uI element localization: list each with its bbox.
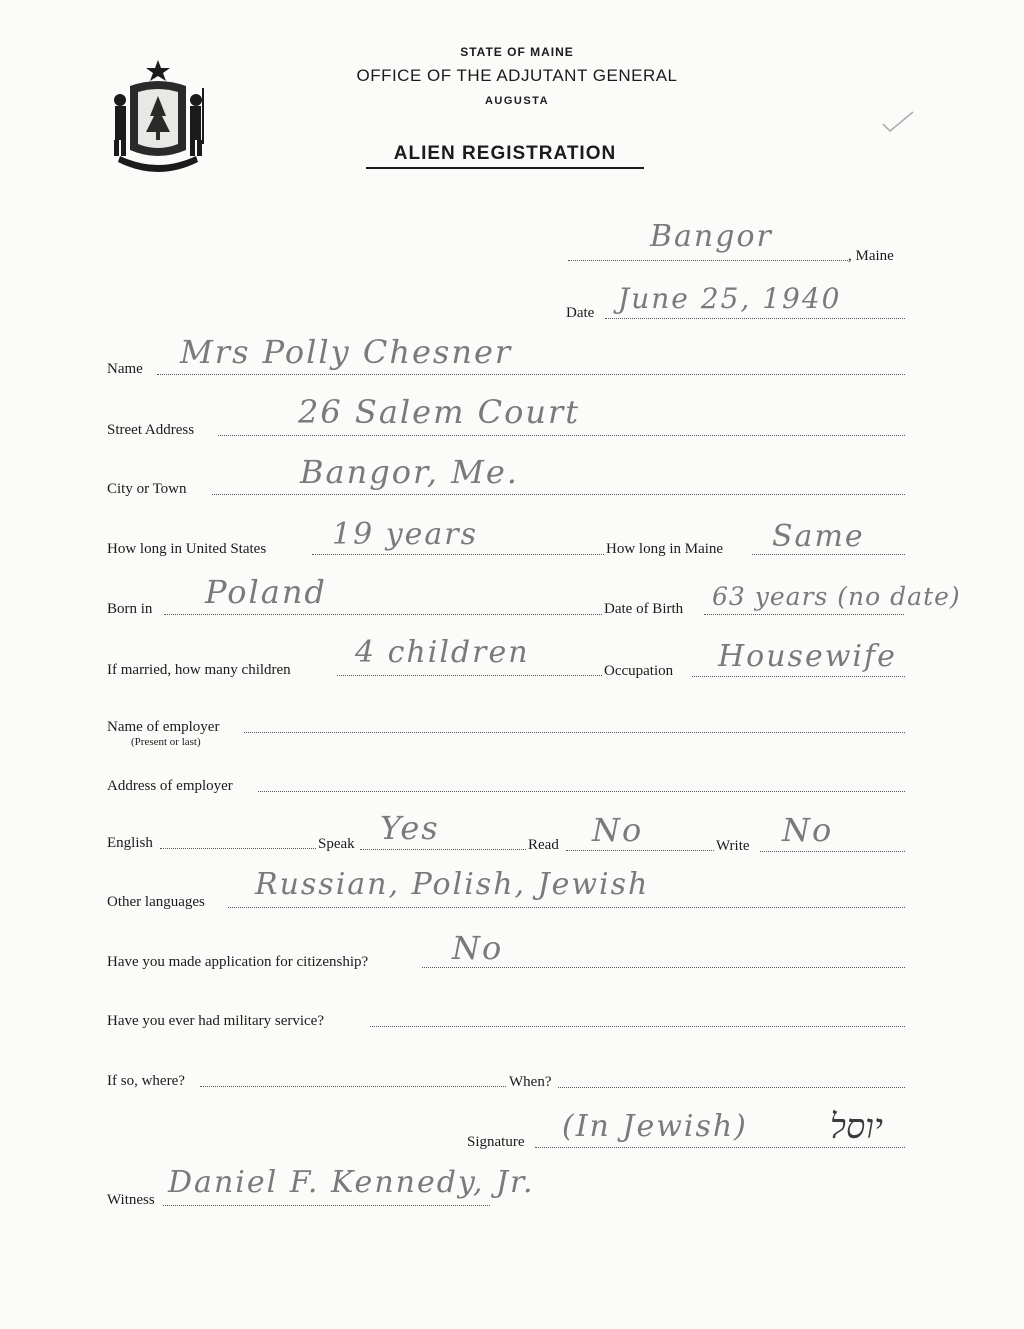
date-line bbox=[605, 318, 905, 319]
employer-address-line bbox=[258, 791, 905, 792]
english-line bbox=[160, 848, 316, 849]
speak-line bbox=[360, 849, 526, 850]
other-languages-value: Russian, Polish, Jewish bbox=[255, 867, 650, 902]
date-label: Date bbox=[566, 305, 595, 321]
write-line bbox=[760, 851, 905, 852]
occupation-label: Occupation bbox=[604, 663, 674, 679]
witness-value: Daniel F. Kennedy, Jr. bbox=[168, 1165, 535, 1200]
city-label: City or Town bbox=[107, 481, 187, 497]
name-label: Name bbox=[107, 361, 143, 377]
checkmark-icon bbox=[880, 108, 916, 134]
citizenship-line bbox=[422, 967, 905, 968]
other-languages-label: Other languages bbox=[107, 894, 205, 910]
witness-line bbox=[163, 1205, 490, 1206]
employer-name-sublabel: (Present or last) bbox=[131, 736, 201, 748]
english-label: English bbox=[107, 835, 153, 851]
children-label: If married, how many children bbox=[107, 662, 291, 678]
name-line bbox=[157, 374, 905, 375]
signature-note: (In Jewish) bbox=[562, 1109, 748, 1144]
born-in-label: Born in bbox=[107, 601, 153, 617]
how-long-maine-value: Same bbox=[772, 519, 865, 554]
place-line bbox=[568, 260, 848, 261]
employer-name-line bbox=[244, 732, 905, 733]
how-long-us-line bbox=[312, 554, 604, 555]
street-address-label: Street Address bbox=[107, 422, 195, 438]
name-value: Mrs Polly Chesner bbox=[180, 333, 513, 371]
when-line bbox=[558, 1087, 905, 1088]
how-long-maine-line bbox=[752, 554, 905, 555]
military-service-label: Have you ever had military service? bbox=[107, 1013, 324, 1029]
read-value: No bbox=[592, 811, 644, 849]
born-in-value: Poland bbox=[205, 573, 327, 611]
form-title: ALIEN REGISTRATION bbox=[366, 143, 644, 169]
witness-label: Witness bbox=[107, 1192, 155, 1208]
write-label: Write bbox=[716, 838, 750, 854]
citizenship-value: No bbox=[452, 929, 504, 967]
street-address-value: 26 Salem Court bbox=[298, 393, 581, 431]
date-of-birth-value: 63 years (no date) bbox=[712, 582, 961, 611]
office-heading: OFFICE OF THE ADJUTANT GENERAL bbox=[356, 66, 678, 85]
state-heading: STATE OF MAINE bbox=[460, 45, 574, 59]
city-value: Bangor, Me. bbox=[300, 453, 519, 491]
read-line bbox=[566, 850, 714, 851]
military-service-line bbox=[370, 1026, 905, 1027]
occupation-value: Housewife bbox=[718, 639, 897, 674]
speak-value: Yes bbox=[380, 809, 440, 847]
how-long-maine-label: How long in Maine bbox=[606, 541, 724, 557]
children-line bbox=[337, 675, 602, 676]
children-value: 4 children bbox=[355, 635, 530, 670]
date-value: June 25, 1940 bbox=[618, 282, 842, 315]
street-address-line bbox=[218, 435, 905, 436]
city-line bbox=[212, 494, 905, 495]
born-in-line bbox=[164, 614, 602, 615]
when-label: When? bbox=[509, 1074, 552, 1090]
signature-label: Signature bbox=[467, 1134, 525, 1150]
signature-mark: יוסל bbox=[830, 1107, 883, 1147]
how-long-us-value: 19 years bbox=[332, 517, 479, 552]
where-line bbox=[200, 1086, 506, 1087]
citizenship-label: Have you made application for citizenship? bbox=[107, 954, 369, 970]
how-long-us-label: How long in United States bbox=[107, 541, 267, 557]
employer-address-label: Address of employer bbox=[107, 778, 233, 794]
employer-name-label: Name of employer bbox=[107, 719, 220, 735]
place-value: Bangor bbox=[650, 219, 773, 254]
date-of-birth-line bbox=[704, 614, 904, 615]
other-languages-line bbox=[228, 907, 905, 908]
date-of-birth-label: Date of Birth bbox=[604, 601, 684, 617]
city-heading: AUGUSTA bbox=[484, 95, 550, 107]
where-label: If so, where? bbox=[107, 1073, 185, 1089]
occupation-line bbox=[692, 676, 905, 677]
signature-line bbox=[535, 1147, 905, 1148]
write-value: No bbox=[782, 811, 834, 849]
speak-label: Speak bbox=[318, 836, 355, 852]
place-suffix: , Maine bbox=[848, 248, 894, 264]
read-label: Read bbox=[528, 837, 559, 853]
